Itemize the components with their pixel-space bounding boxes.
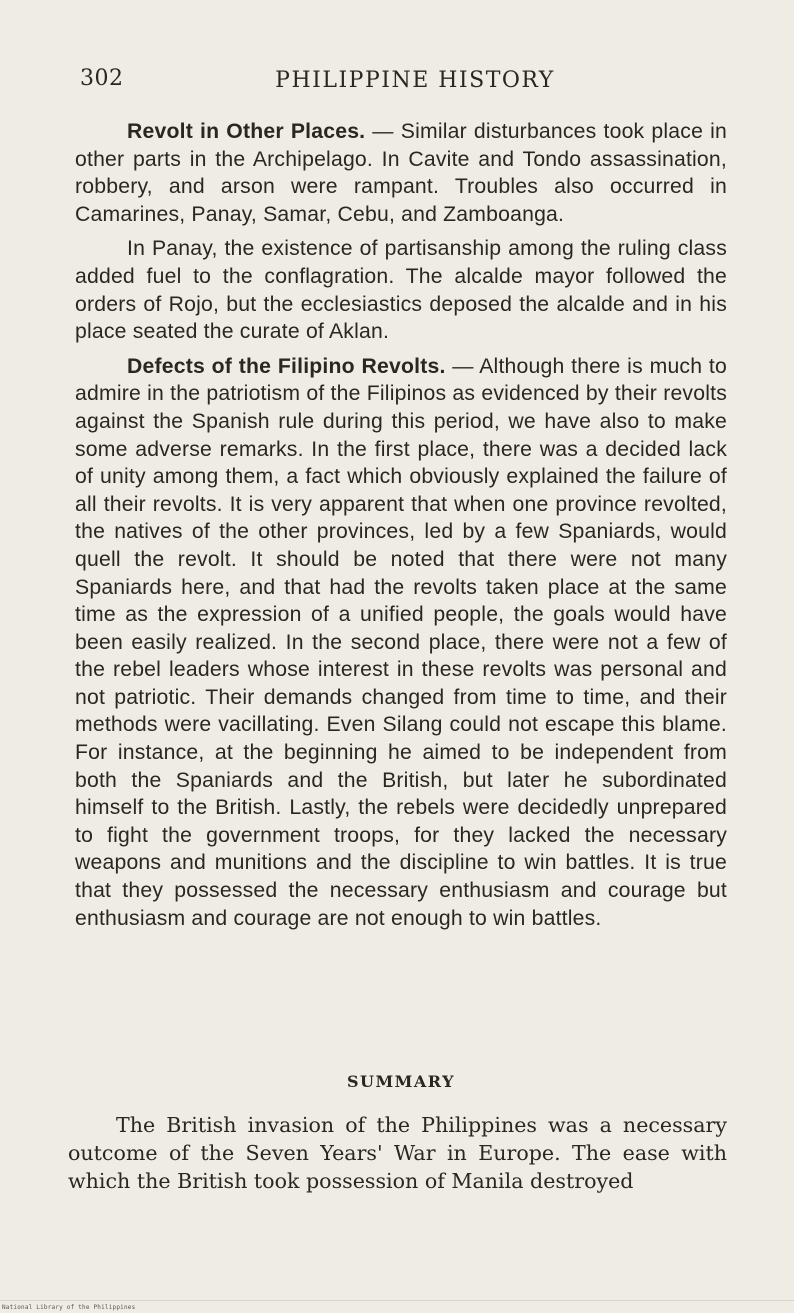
run-in-heading: Defects of the Filipino Revolts. xyxy=(127,354,446,378)
summary-text-block xyxy=(68,1111,727,1202)
running-head: PHILIPPINE HISTORY xyxy=(275,68,555,93)
page-bottom-edge xyxy=(0,1300,794,1301)
body-text xyxy=(75,118,727,939)
paragraph-text: — Although there is much to admire in the patriotism of the Filipinos as evidenced by their revolts against the Spanish rule during this period, we have also to make some adverse remarks. In the first place, there was a decided lack of unity among them, a fact which obviously explained the failure of all their revolts. It is very apparent that when one province revolted, the natives of the other provinces, led by a few Spaniards, would quell the revolt. It should be noted that there were not many Spaniards here, and that had the revolts taken place at the same time as the expression of a unified people, the goals would have been easily realized. In the second place, there were not a few of the rebel leaders whose interest in these revolts was personal and not patriotic. Their demands changed from time to time, and their methods were vacillating. Even Silang could not escape this blame. For instance, at the beginning he aimed to be independent from both the Spaniards and the British, but later he subordinated himself to the British. Lastly, the rebels were decidedly unprepared to fight the government troops, for they lacked the necessary weapons and munitions and the discipline to win battles. It is true that they possessed the necessary enthusiasm and courage but enthusiasm and courage are not enough to win battles. xyxy=(75,354,727,930)
paragraph-panay xyxy=(75,235,727,345)
footer-credit: National Library of the Philippines xyxy=(2,1304,136,1311)
paragraph-text: In Panay, the existence of partisanship among the ruling class added fuel to the conflagration. The alcalde mayor followed the orders of Rojo, but the ecclesiastics deposed the alcalde and in his place seated the curate of Aklan. xyxy=(75,237,727,344)
run-in-heading: Revolt in Other Places. xyxy=(127,120,366,143)
page-number: 302 xyxy=(80,66,124,91)
paragraph-text: — Similar disturbances took place in other parts in the Archipelago. In Cavite and Tondo assassination, robbery, and arson were rampant. Troubles also occurred in Camarines, Panay, Samar, Cebu, and Zamboanga. xyxy=(75,120,727,226)
summary-heading: SUMMARY xyxy=(346,1072,456,1091)
paragraph-revolt-in-other-places xyxy=(75,118,727,228)
paragraph-defects-of-revolts xyxy=(75,353,727,932)
summary-paragraph: The British invasion of the Philippines was a necessary outcome of the Seven Years' War in Europe. The ease with which the British took possession of Manila destroyed xyxy=(68,1113,727,1193)
